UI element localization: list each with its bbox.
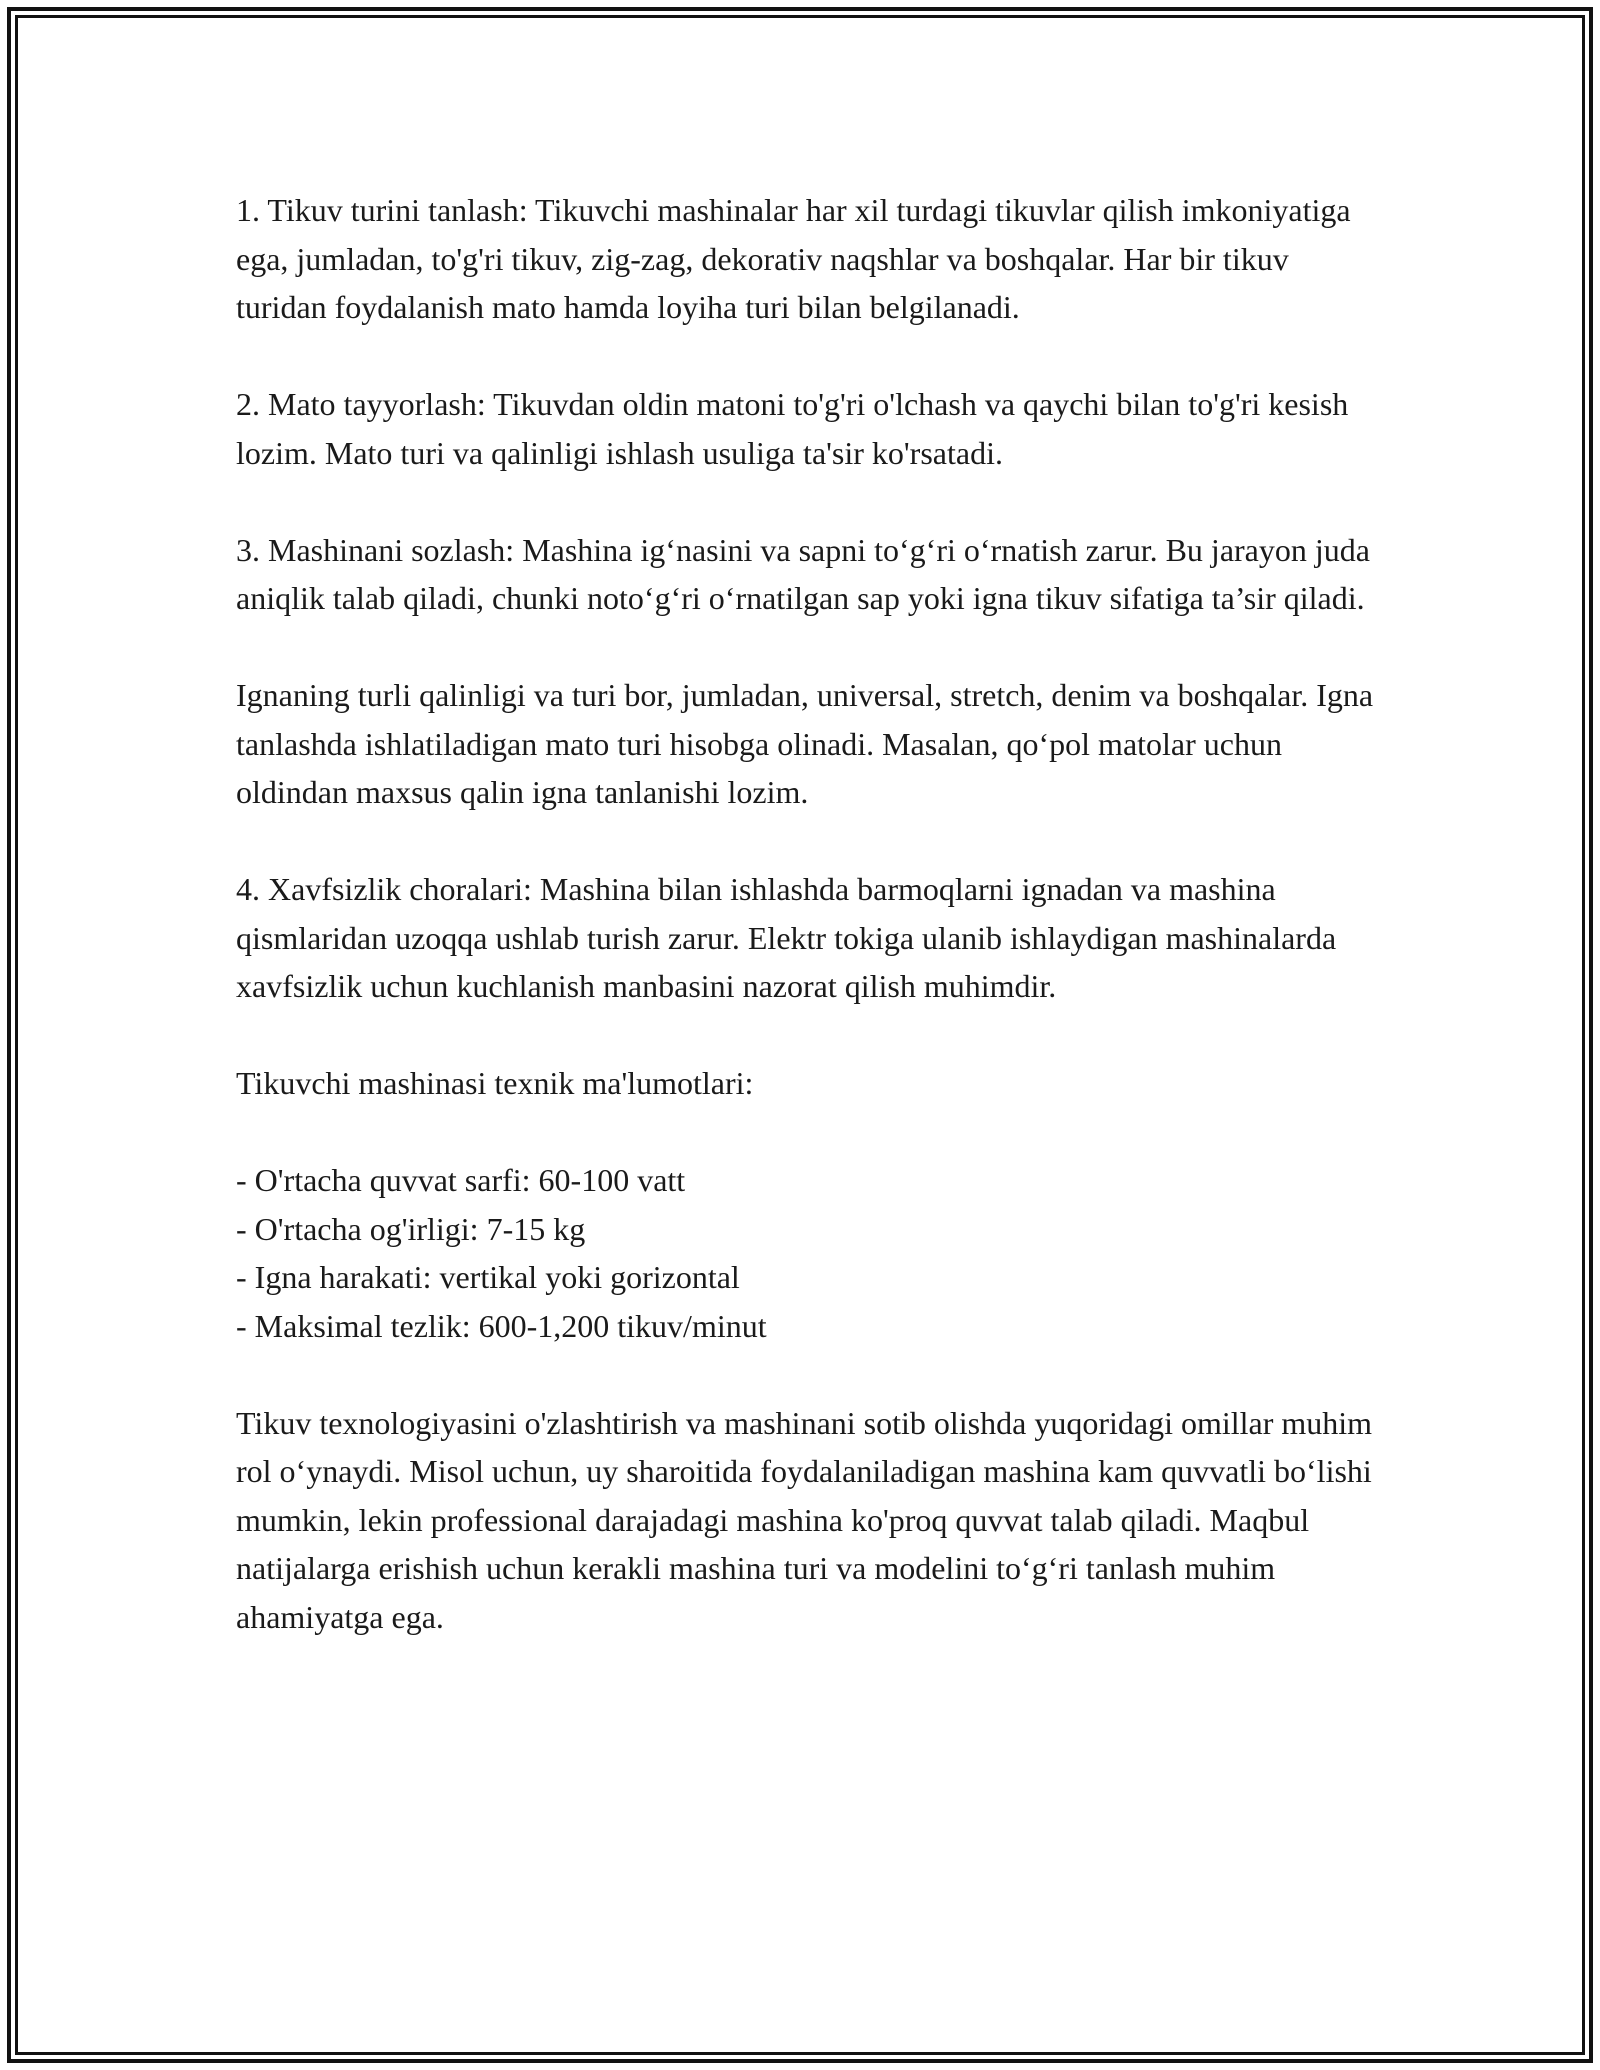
spec-item-max-speed: - Maksimal tezlik: 600-1,200 tikuv/minut [236, 1307, 767, 1344]
spec-item-power: - O'rtacha quvvat sarfi: 60-100 vatt [236, 1162, 686, 1198]
paragraph-fabric-prep: 2. Mato tayyorlash: Tikuvdan oldin matoni to'g'ri o'lchash va qaychi bilan to'g'ri kesish lozim. Mato turi va qalinligi ishlash usuliga ta'sir ko'rsatadi. [236, 386, 1349, 471]
paragraph-safety: 4. Xavfsizlik choralari: Mashina bilan ishlashda barmoqlarni ignadan va mashina qismlaridan uzoqqa ushlab turish zarur. Elektr tokiga ulanib ishlaydigan mashinalarda xavfsizlik uchun kuchlanish manbasini nazorat qilish muhimdir. [236, 871, 1337, 1004]
paragraph-stitch-type: 1. Tikuv turini tanlash: Tikuvchi mashinalar har xil turdagi tikuvlar qilish imkoniyatiga ega, jumladan, to'g'ri tikuv, zig-zag, dekorativ naqshlar va boshqalar. Har bir tikuv turidan foydalanish mato hamda loyiha turi bilan belgilanadi. [236, 192, 1351, 325]
specs-list [236, 1156, 1376, 1350]
document-body [236, 186, 1376, 1690]
specs-heading: Tikuvchi mashinasi texnik ma'lumotlari: [236, 1065, 754, 1101]
spec-item-needle-motion: - Igna harakati: vertikal yoki gorizontal [236, 1259, 740, 1295]
paragraph-needle-types: Ignaning turli qalinligi va turi bor, jumladan, universal, stretch, denim va boshqalar. Igna tanlashda ishlatiladigan mato turi hisobga olinadi. Masalan, qoʻpol matolar uchun oldindan maxsus qalin igna tanlanishi lozim. [236, 677, 1374, 810]
spec-item-weight: - O'rtacha og'irligi: 7-15 kg [236, 1210, 586, 1247]
paragraph-closing: Tikuv texnologiyasini o'zlashtirish va mashinani sotib olishda yuqoridagi omillar muhim rol oʻynaydi. Misol uchun, uy sharoitida foydalaniladigan mashina kam quvvatli boʻlishi mumkin, lekin professional darajadagi mashina ko'proq quvvat talab qiladi. Maqbul natijalarga erishish uchun kerakli mashina turi va modelini toʻgʻri tanlash muhim ahamiyatga ega. [236, 1404, 1373, 1635]
paragraph-machine-setup: 3. Mashinani sozlash: Mashina igʻnasini va sapni toʻgʻri oʻrnatish zarur. Bu jarayon juda aniqlik talab qiladi, chunki notoʻgʻri oʻrnatilgan sap yoki igna tikuv sifatiga ta’sir qiladi. [236, 531, 1370, 616]
